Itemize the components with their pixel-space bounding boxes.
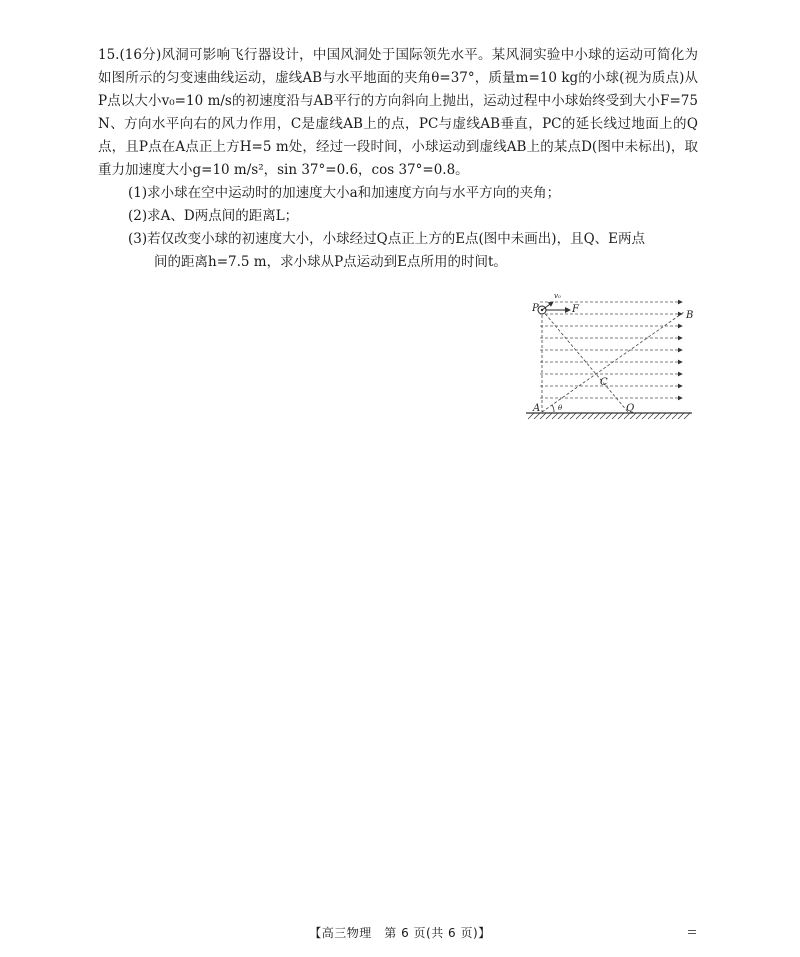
label-Q: Q: [626, 403, 635, 414]
question-2: (2)求A、D两点间的距离L；: [128, 208, 299, 224]
line-PQ: [542, 310, 628, 412]
label-A: A: [533, 403, 541, 414]
label-C: C: [600, 377, 608, 388]
question-1: (1)求小球在空中运动时的加速度大小a和加速度方向与水平方向的夹角；: [128, 185, 561, 201]
wind-tunnel-figure: [520, 290, 700, 430]
wind-field-lines: [540, 302, 682, 398]
label-F: F: [572, 304, 579, 315]
label-B: B: [686, 310, 694, 321]
question-3-line-1: (3)若仅改变小球的初速度大小，小球经过Q点正上方的E点(图中未画出)，且Q、E两点: [128, 231, 646, 247]
label-v0: v₀: [554, 292, 561, 300]
page-footer: 【高三物理 第 6 页(共 6 页)】: [309, 926, 491, 940]
wind-tunnel-diagram: [520, 290, 700, 430]
question-3-line-2: 间的距离h=7.5 m，求小球从P点运动到E点所用的时间t。: [154, 254, 507, 270]
angle-arc-theta: [552, 405, 554, 412]
problem-stem: 15.(16分)风洞可影响飞行器设计，中国风洞处于国际领先水平。某风洞实验中小球的运动可简化为如图所示的匀变速曲线运动，虚线AB与水平地面的夹角θ=37°，质量m=10 kg的小球(视为质点)从P点以大小v₀=10 m/s的初速度沿与AB平行的方向斜向上抛出，运动过程中小球始终受到大小F=75 N、方向水平向右的风力作用，C是虚线AB上的点，PC与虚线AB垂直，PC的延长线过地面上的Q点，且P点在A点正上方H=5 m处，经过一段时间，小球运动到虚线AB上的某点D(图中未标出)，取重力加速度大小g=10 m/s²，sin 37°=0.6，cos 37°=0.8。: [98, 47, 698, 178]
corner-mark: [688, 930, 696, 934]
problem-15: [98, 44, 698, 274]
label-P: P: [532, 303, 539, 314]
label-theta: θ: [558, 404, 563, 412]
ground: [526, 413, 692, 419]
